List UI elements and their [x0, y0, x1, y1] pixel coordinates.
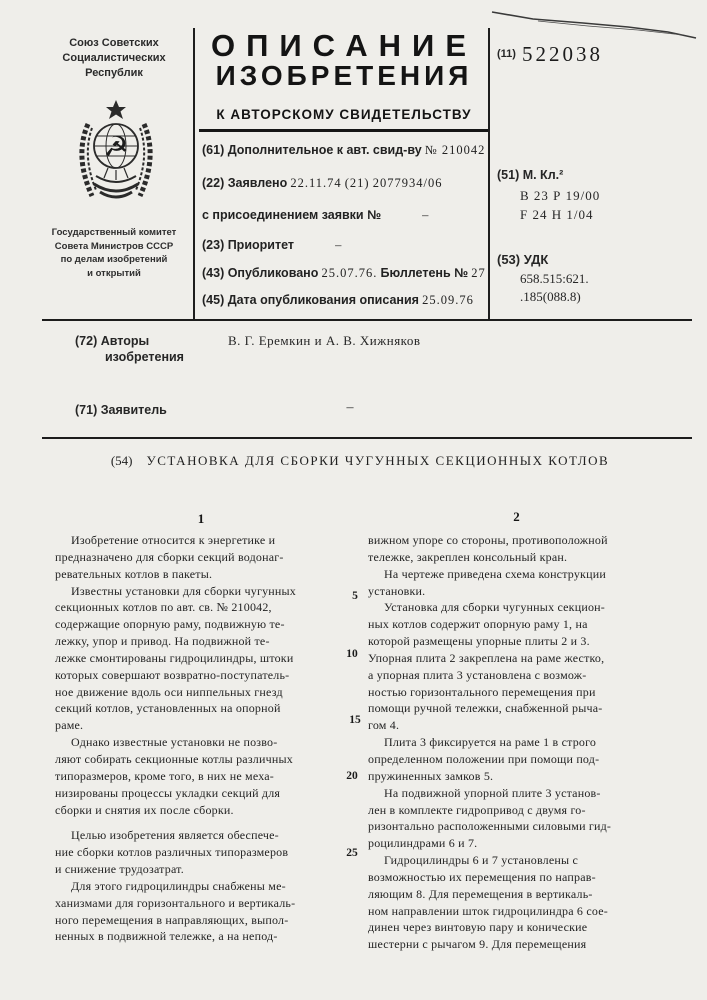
column-number-2: 2: [513, 509, 520, 524]
document-subtitle: К АВТОРСКОМУ СВИДЕТЕЛЬСТВУ: [216, 107, 472, 122]
field-published: (43) Опубликовано 25.07.76. Бюллетень № 27: [202, 266, 486, 280]
horizontal-rule-bottom: [42, 437, 692, 439]
paragraph: Однако известные установки не позво- ляют собирать секционные котлы различных типоразмеров, кроме того, в них не меха- низированы процессы укладки секций для сборки и снятия их после сборки.: [55, 735, 293, 817]
field-additional-to-cert: (61) Дополнительное к авт. свид-ву № 210042: [202, 143, 486, 157]
applicant-label: (71) Заявитель: [75, 403, 167, 417]
invention-title-number: (54): [110, 453, 133, 468]
body-column-left: [55, 532, 351, 945]
field-priority: (23) Приоритет –: [202, 238, 343, 252]
paragraph: Для этого гидроцилиндры снабжены ме- ханизмами для горизонтального и вертикаль- ного перемещения в направляющих, выпол- ненных в подвижной тележке, а на непод-: [55, 878, 296, 944]
ipc-class-codes: В 23 Р 19/00 F 24 Н 1/04: [520, 188, 601, 222]
paragraph: На подвижной упорной плите 3 установ- лен в комплекте гидропривод с двумя го- ризонтально расположенными силовыми гид- роцилиндрами 6 и 7.: [368, 785, 612, 851]
publication-number-label: (11): [497, 48, 516, 60]
paragraph: Известны установки для сборки чугунных секционных котлов по авт. св. № 210042, содержащие опорную раму, подвижную те- лежку, упор и привод. На подвижной те- лежке смонтированы гидроцилиндры, штоки которых совершают возвратно-поступатель- ное движение вдоль оси ниппельных гнезд секций котлов, установленных на опорной раме.: [55, 583, 296, 733]
horizontal-rule-top: [42, 319, 692, 321]
paragraph: Установка для сборки чугунных секцион- ных котлов содержит опорную раму 1, на которой размещены упорные плиты 2 и 3. Упорная плита 2 закреплена на раме жестко, а упорная плита 3 установлена с возмож- ностью горизонтального перемещения при помощи ручной тележки, снабженной рыча- гом 4.: [368, 600, 605, 733]
gutter-line-number: 15: [349, 714, 361, 726]
gutter-line-number: 25: [346, 847, 358, 859]
paragraph: Целью изобретения является обеспече- ние сборки котлов различных типоразмеров и снижение трудозатрат.: [55, 828, 289, 877]
paragraph: Плита 3 фиксируется на раме 1 в строго определенном положении при помощи под- пружиненных замков 5.: [368, 735, 600, 783]
column-number-1: 1: [197, 511, 205, 526]
paragraph: Изобретение относится к энергетике и предназначено для сборки секций водонаг- ревательных котлов в пакеты.: [55, 533, 284, 581]
gutter-line-number: 10: [346, 648, 358, 660]
document-title-line2: ИЗОБРЕТЕНИЯ: [215, 60, 473, 91]
vertical-divider-left: [193, 28, 195, 320]
subtitle-underline: [199, 129, 488, 132]
applicant-value: –: [346, 400, 354, 415]
udc-label: (53) УДК: [497, 252, 549, 267]
document-title-line1: ОПИСАНИЕ: [210, 28, 478, 63]
field-description-pub-date: (45) Дата опубликования описания 25.09.76: [202, 293, 474, 307]
authors-label: (72) Авторы изобретения: [75, 334, 184, 364]
union-name: Союз Советских Социалистических Республик: [62, 37, 166, 79]
field-filing-date: (22) Заявлено 22.11.74 (21) 2077934/06: [202, 176, 443, 190]
invention-title: [60, 453, 660, 469]
gutter-line-number: 20: [346, 770, 358, 782]
paragraph: вижном упоре со стороны, противоположной тележке, закреплен консольный кран.: [368, 533, 608, 564]
committee-name: Государственный комитет Совета Министров СССР по делам изобретений и открытий: [51, 227, 177, 279]
paragraph: Гидроцилиндры 6 и 7 установлены с возможностью их перемещения по направ- ляющим 8. Для перемещения в вертикаль- ном направлении шток гидроцилиндра 6 сое- динен через винтовую пару и конические шестерни с рычагом 9. Для перемещения: [368, 853, 608, 952]
invention-title-text: УСТАНОВКА ДЛЯ СБОРКИ ЧУГУННЫХ СЕКЦИОННЫХ КОТЛОВ: [146, 453, 610, 468]
svg-text:☭: ☭: [103, 130, 129, 163]
gutter-line-number: 5: [352, 590, 358, 602]
publication-number: [497, 42, 603, 67]
body-column-right: [368, 532, 668, 953]
udc-value: 658.515:621. .185(088.8): [520, 271, 589, 304]
publication-number-value: 522038: [521, 42, 603, 66]
ipc-class-label: (51) М. Кл.²: [497, 168, 564, 182]
ussr-coat-of-arms-emblem: [70, 98, 162, 214]
field-joined-application: с присоединением заявки № –: [202, 208, 430, 222]
authors-names: В. Г. Еремкин и А. В. Хижняков: [228, 333, 421, 348]
paragraph: На чертеже приведена схема конструкции установки.: [368, 566, 606, 598]
